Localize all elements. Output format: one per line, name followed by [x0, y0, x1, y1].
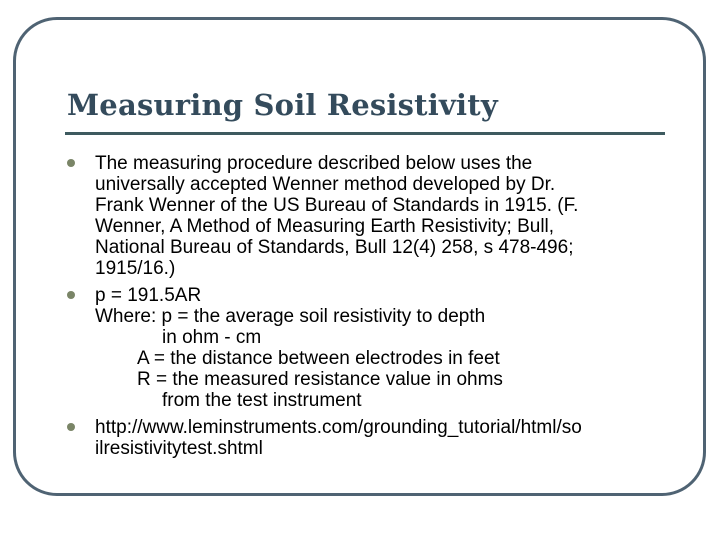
bullet-icon	[67, 159, 75, 167]
bullet-text-line: National Bureau of Standards, Bull 12(4) 258, s 478-496;	[95, 237, 574, 258]
url-text-line: http://www.leminstruments.com/grounding_tutorial/html/so	[95, 417, 582, 438]
bullet-text-line: in ohm - cm	[162, 327, 262, 348]
bullet-text-line: Where: p = the average soil resistivity to depth	[95, 306, 486, 327]
bullet-text-line: The measuring procedure described below uses the	[95, 153, 533, 174]
bullet-text-line: Wenner, A Method of Measuring Earth Resistivity; Bull,	[95, 216, 555, 237]
bullet-icon	[67, 423, 75, 431]
url-text-line: ilresistivitytest.shtml	[95, 438, 263, 459]
bullet-text-line: Frank Wenner of the US Bureau of Standards in 1915. (F.	[95, 195, 579, 216]
bullet-text-line: 1915/16.)	[95, 258, 176, 279]
bullet-text-line: universally accepted Wenner method developed by Dr.	[95, 174, 556, 195]
bullet-text-line: p = 191.5AR	[95, 285, 202, 306]
title-underline	[65, 132, 665, 135]
bullet-text-line: R = the measured resistance value in ohms	[137, 369, 503, 390]
slide-title: Measuring Soil Resistivity	[67, 88, 498, 122]
bullet-icon	[67, 291, 75, 299]
bullet-text-line: from the test instrument	[162, 390, 362, 411]
bullet-text-line: A = the distance between electrodes in feet	[137, 348, 500, 369]
